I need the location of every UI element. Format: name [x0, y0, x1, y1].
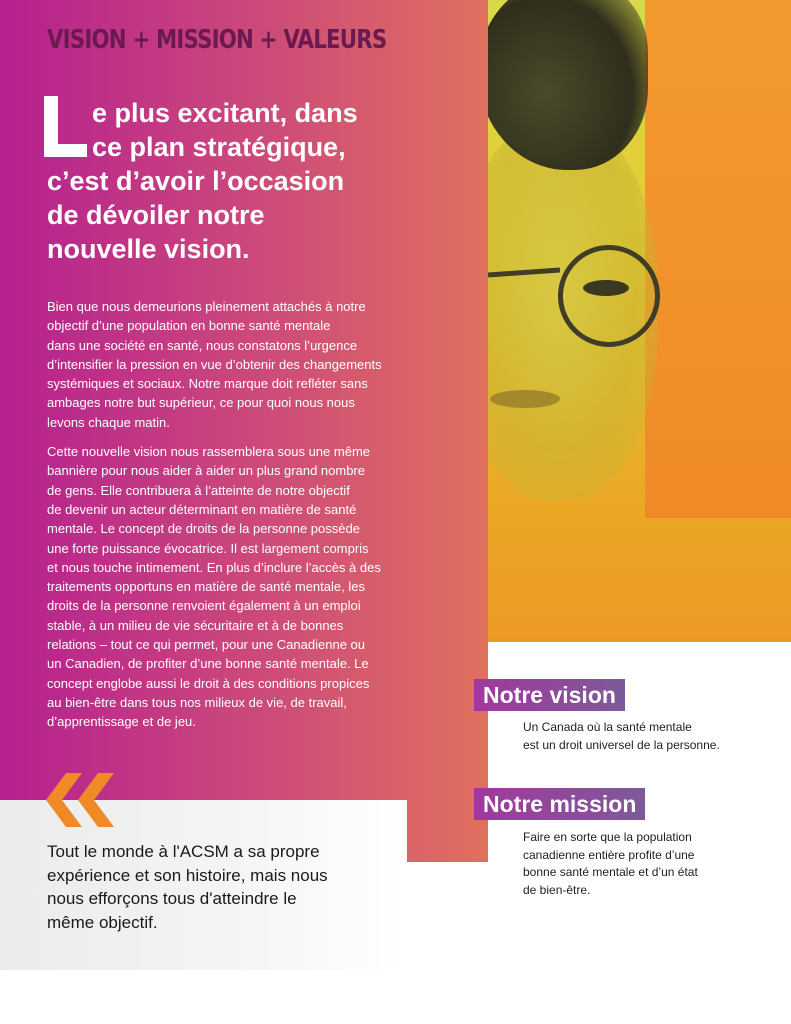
body-line: un Canadien, de profiter d’une bonne santé mentale. Le — [47, 656, 369, 672]
page-tagline: VISION + MISSION + VALEURS — [47, 25, 387, 55]
quote-chevrons-icon — [46, 773, 118, 827]
body-line: traitements opportuns en matière de santé mentale, les — [47, 579, 365, 595]
body-line: mentale. Le concept de droits de la personne possède — [47, 521, 360, 537]
quote-line: expérience et son histoire, mais nous — [47, 865, 328, 885]
vision-line: est un droit universel de la personne. — [523, 737, 720, 752]
body-line: et nous touche intimement. En plus d’inclure l’accès à des — [47, 559, 381, 575]
body-paragraph-1 — [47, 297, 442, 432]
mission-text — [523, 829, 698, 899]
body-line: levons chaque matin. — [47, 414, 170, 430]
body-line: systémiques et sociaux. Notre marque doit refléter sans — [47, 376, 368, 392]
mission-line: Faire en sorte que la population — [523, 830, 692, 844]
body-line: relations – tout ce qui permet, pour une Canadienne ou — [47, 637, 365, 653]
mission-line: canadienne entière profite d’une — [523, 847, 695, 862]
body-line: stable, à un milieu de vie sécuritaire et à de bonnes — [47, 617, 344, 633]
body-line: objectif d’une population en bonne santé mentale — [47, 318, 331, 334]
headline-line: ce plan stratégique, — [92, 132, 346, 162]
body-line: de devenir un acteur déterminant en matière de santé — [47, 501, 357, 517]
vision-text — [523, 719, 720, 754]
photo-orange-overlay — [645, 0, 791, 518]
vision-heading: Notre vision — [474, 679, 625, 711]
headline-line: c’est d’avoir l’occasion — [47, 166, 345, 196]
headline-line: e plus excitant, dans — [92, 98, 358, 128]
body-line: concept englobe aussi le droit à des conditions propices — [47, 675, 370, 691]
quote-line: même objectif. — [47, 912, 158, 932]
headline-line: de dévoiler notre — [47, 200, 265, 230]
vision-line: Un Canada où la santé mentale — [523, 720, 692, 734]
portrait-photo — [488, 0, 791, 642]
body-line: droits de la personne renvoient également à un emploi — [47, 598, 361, 614]
mission-heading: Notre mission — [474, 788, 645, 820]
headline — [47, 96, 427, 266]
body-line: de gens. Elle contribuera à l’atteinte de notre objectif — [47, 482, 350, 498]
portrait-hair — [488, 0, 648, 170]
body-line: dans une société en santé, nous constatons l’urgence — [47, 337, 358, 353]
body-paragraph-2 — [47, 442, 442, 731]
portrait-lips — [490, 390, 560, 408]
mission-line: bonne santé mentale et d’un état — [523, 865, 698, 879]
body-line: Bien que nous demeurions pleinement attachés à notre — [47, 299, 366, 314]
pull-quote-text — [47, 840, 387, 934]
quote-line: Tout le monde à l'ACSM a sa propre — [47, 842, 320, 861]
body-line: ambages notre but supérieur, ce pour quoi nous nous — [47, 395, 355, 411]
body-line: Cette nouvelle vision nous rassemblera sous une même — [47, 444, 371, 460]
mission-line: de bien-être. — [523, 882, 591, 897]
headline-line: nouvelle vision. — [47, 234, 250, 264]
body-line: d’apprentissage et de jeu. — [47, 714, 196, 730]
body-line: au bien-être dans tous nos milieux de vie, de travail, — [47, 694, 347, 710]
quote-line: nous efforçons tous d'atteindre le — [47, 889, 297, 908]
body-line: bannière pour nous aider à aider un plus grand nombre — [47, 463, 365, 479]
body-line: d’intensifier la pression en vue d’obtenir des changements — [47, 356, 382, 372]
body-line: une forte puissance évocatrice. Il est largement compris — [47, 540, 369, 556]
body-text — [47, 297, 442, 732]
portrait-glasses — [558, 245, 660, 347]
